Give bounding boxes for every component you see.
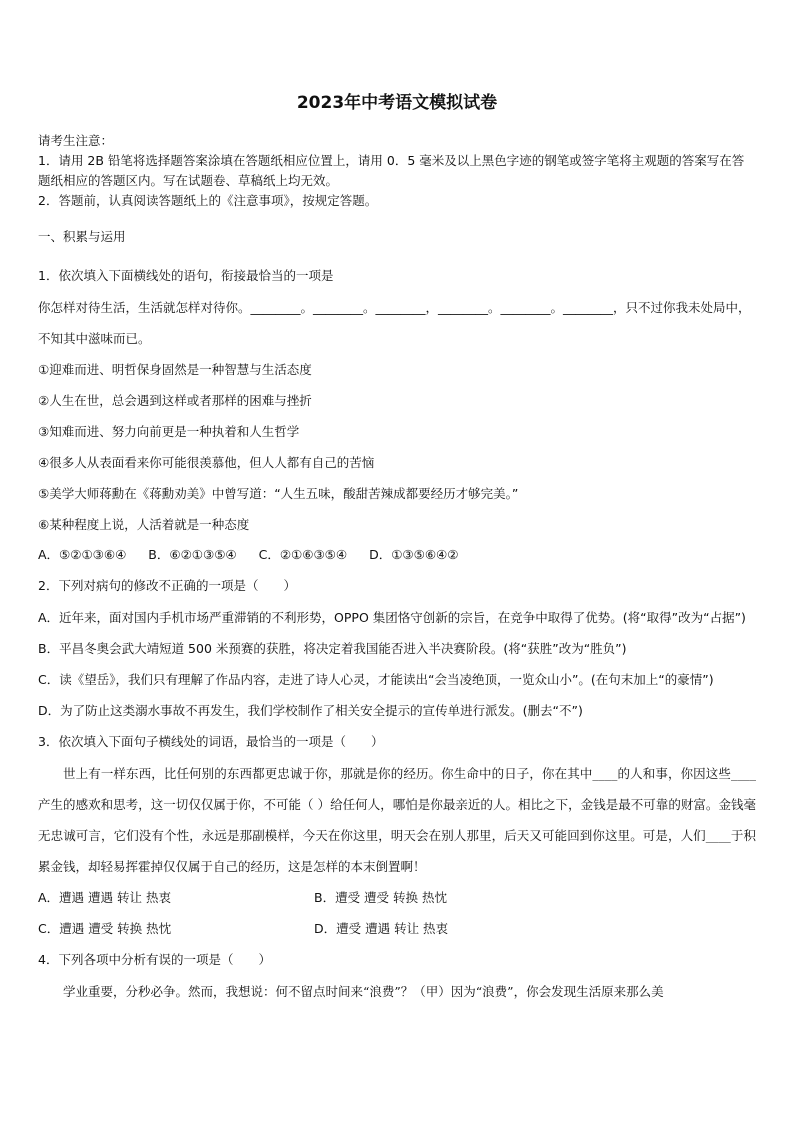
- question-2-option-c: C．读《望岳》，我们只有理解了作品内容，走进了诗人心灵，才能读出“会当凌绝顶，一览众山小”。(在句末加上“的豪情”): [38, 671, 714, 687]
- question-1-choices: [38, 540, 756, 570]
- question-1-stem: 1．依次填入下面横线处的语句，衔接最恰当的一项是: [38, 267, 334, 283]
- question-1-item: ⑤美学大师蒋勳在《蒋勳劝美》中曾写道：“人生五味，酸甜苦辣成都要经历才够完美。”: [38, 485, 519, 501]
- question-1-item: ④很多人从表面看来你可能很羡慕他，但人人都有自己的苦恼: [38, 454, 375, 470]
- question-1-item: ①迎难而进、明哲保身固然是一种智慧与生活态度: [38, 361, 312, 377]
- notice-block: [38, 131, 756, 211]
- choice-d: D．遭受 遭遇 转让 热衷: [314, 920, 449, 936]
- choice-a: A．⑤②①③⑥④: [38, 546, 127, 562]
- choice-c: C．遭遇 遭受 转换 热忱: [38, 920, 172, 936]
- question-3-stem: 3．依次填入下面句子横线处的词语，最恰当的一项是（ ）: [38, 733, 384, 749]
- question-1-passage: 你怎样对待生活，生活就怎样对待你。________。________。________，________。________。________，只不过你我未处局中，不知其中滋味而已。: [38, 299, 751, 346]
- choice-c: C．②①⑥③⑤④: [258, 546, 348, 562]
- question-2-option-d: D．为了防止这类溺水事故不再发生，我们学校制作了相关安全提示的宣传单进行派发。(删去“不”): [38, 702, 583, 718]
- section-heading: 一、积累与运用: [38, 229, 126, 244]
- question-3-choices: [38, 882, 756, 944]
- notice-item: 1．请用 2B 铅笔将选择题答案涂填在答题纸相应位置上，请用 0．5 毫米及以上黑色字迹的钢笔或签字笔将主观题的答案写在答题纸相应的答题区内。写在试题卷、草稿纸上均无效。: [38, 153, 745, 188]
- choice-b: B．⑥②①③⑤④: [148, 546, 237, 562]
- question-2-option-b: B．平昌冬奥会武大靖短道 500 米预赛的获胜，将决定着我国能否进入半决赛阶段。(将“获胜”改为“胜负”): [38, 640, 627, 656]
- question-3-passage: 世上有一样东西，比任何别的东西都更忠诚于你，那就是你的经历。你生命中的日子，你在其中____的人和事，你因这些____产生的感欢和思考，这一切仅仅属于你，不可能（ ）给任何人，哪怕是你最亲近的人。相比之下，金钱是最不可靠的财富。金钱毫无忠诚可言，它们没有个性，永远是那副模样，今天在你这里，明天会在别人那里，后天又可能回到你这里。可是，人们____于积累金钱，却轻易挥霍掉仅仅属于自己的经历，这是怎样的本末倒置啊！: [38, 765, 756, 874]
- choice-a: A．遭遇 遭遇 转让 热衷: [38, 889, 171, 905]
- notice-item: 2．答题前，认真阅读答题纸上的《注意事项》，按规定答题。: [38, 193, 378, 208]
- question-4-stem: 4．下列各项中分析有误的一项是（ ）: [38, 951, 271, 967]
- page-title: 2023年中考语文模拟试卷: [296, 93, 498, 113]
- question-1-item: ③知难而进、努力向前更是一种执着和人生哲学: [38, 423, 300, 439]
- question-4-passage: 学业重要，分秒必争。然而，我想说：何不留点时间来“浪费”？（甲）因为“浪费”，你会发现生活原来那么美: [63, 983, 664, 999]
- question-1-item: ②人生在世，总会遇到这样或者那样的困难与挫折: [38, 392, 312, 408]
- choice-b: B．遭受 遭受 转换 热忱: [314, 889, 447, 905]
- question-2-stem: 2．下列对病句的修改不正确的一项是（ ）: [38, 577, 296, 593]
- notice-heading: 请考生注意：: [38, 133, 114, 148]
- question-1-item: ⑥某种程度上说，人活着就是一种态度: [38, 516, 250, 532]
- choice-d: D．①③⑤⑥④②: [369, 546, 459, 562]
- question-2-option-a: A．近年来，面对国内手机市场严重滞销的不利形势，OPPO 集团恪守创新的宗旨，在竞争中取得了优势。(将“取得”改为“占据”): [38, 609, 746, 625]
